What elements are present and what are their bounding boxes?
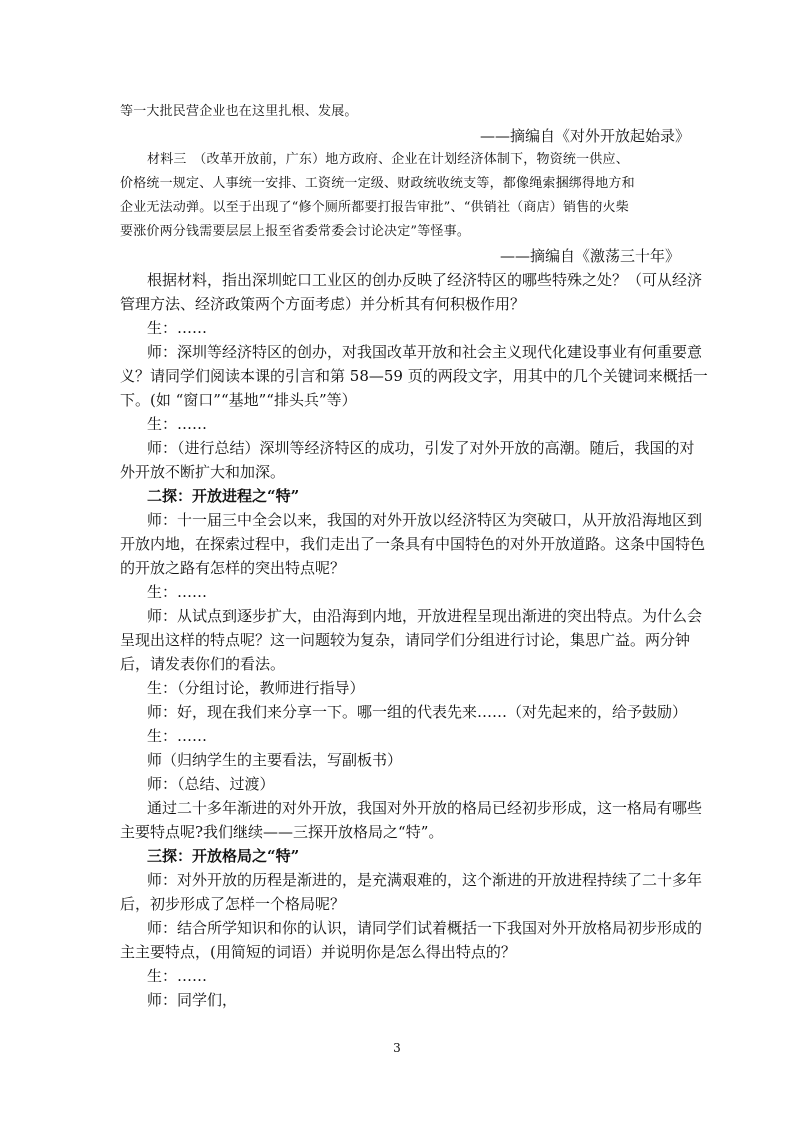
text-line: 下。(如 “窗口”“基地”“排头兵”等）	[120, 391, 357, 409]
text-line: 价格统一规定、人事统一安排、工资统一定级、财政统收统支等，都像绳索捆绑得地方和	[120, 176, 635, 191]
text-line: 生：（分组讨论，教师进行指导）	[147, 679, 365, 697]
text-line: 师：（总结、过渡）	[147, 775, 275, 793]
text-line: 师：好，现在我们来分享一下。哪一组的代表先来……（对先起来的，给予鼓励）	[147, 703, 688, 721]
text-line: 师：十一届三中全会以来，我国的对外开放以经济特区为突破口，从开放沿海地区到	[147, 511, 703, 529]
text-line: 等一大批民营企业也在这里扎根、发展。	[120, 104, 358, 119]
text-line: 主要特点呢?我们继续——三探开放格局之“特”。	[120, 823, 444, 841]
text-line: 外开放不断扩大和加深。	[120, 463, 286, 481]
text-line: 师：同学们，	[147, 991, 238, 1009]
text-line: 生：……	[147, 727, 208, 745]
text-line: 开放内地，在探索过程中，我们走出了一条具有中国特色的对外开放道路。这条中国特色	[120, 535, 706, 553]
text-line: 材料三 （改革开放前，广东）地方政府、企业在计划经济体制下，物资统一供应、	[147, 152, 629, 167]
text-line: 要涨价两分钱需要层层上报至省委常委会讨论决定”等怪事。	[120, 224, 471, 239]
source-citation: ——摘编自《激荡三十年》	[499, 247, 680, 265]
text-line: 师（归纳学生的主要看法，写副板书）	[147, 751, 403, 769]
text-line: 后，初步形成了怎样一个格局呢？	[120, 895, 346, 913]
text-line: 主主要特点，(用简短的词语）并说明你是怎么得出特点的？	[120, 943, 516, 961]
text-line: 后，请发表你们的看法。	[120, 655, 286, 673]
text-line: 呈现出这样的特点呢？这一问题较为复杂，请同学们分组进行讨论，集思广益。两分钟	[120, 631, 691, 649]
text-line: 师：结合所学知识和你的认识，请同学们试着概括一下我国对外开放格局初步形成的	[147, 919, 703, 937]
page-number: 3	[393, 1041, 401, 1055]
text-line: 师：（进行总结）深圳等经济特区的成功，引发了对外开放的高潮。随后，我国的对	[147, 439, 695, 457]
text-line: 生：……	[147, 583, 208, 601]
text-line: 师：深圳等经济特区的创办，对我国改革开放和社会主义现代化建设事业有何重要意	[147, 343, 703, 361]
text-line: 师：对外开放的历程是渐进的，是充满艰难的，这个渐进的开放进程持续了二十多年	[147, 871, 703, 889]
text-line: 通过二十多年渐进的对外开放，我国对外开放的格局已经初步形成，这一格局有哪些	[147, 799, 703, 817]
section-heading: 三探：开放格局之“特”	[147, 847, 300, 865]
text-line: 企业无法动弹。以至于出现了“修个厕所都要打报告审批”、“供销社（商店）销售的火柴	[120, 200, 629, 215]
text-line: 师：从试点到逐步扩大，由沿海到内地，开放进程呈现出渐进的突出特点。为什么会	[147, 607, 703, 625]
text-line: 生：……	[147, 319, 208, 337]
text-line: 生：……	[147, 967, 208, 985]
section-heading: 二探：开放进程之“特”	[147, 487, 300, 505]
source-citation: ——摘编自《对外开放起始录》	[480, 127, 691, 145]
text-line: 管理方法、经济政策两个方面考虑）并分析其有何积极作用？	[120, 295, 526, 313]
text-line: 的开放之路有怎样的突出特点呢？	[120, 559, 346, 577]
text-line: 义？请同学们阅读本课的引言和第 58—59 页的两段文字，用其中的几个关键词来概括一	[120, 367, 708, 385]
text-line: 根据材料，指出深圳蛇口工业区的创办反映了经济特区的哪些特殊之处？（可从经济	[147, 271, 703, 289]
text-line: 生：……	[147, 415, 208, 433]
